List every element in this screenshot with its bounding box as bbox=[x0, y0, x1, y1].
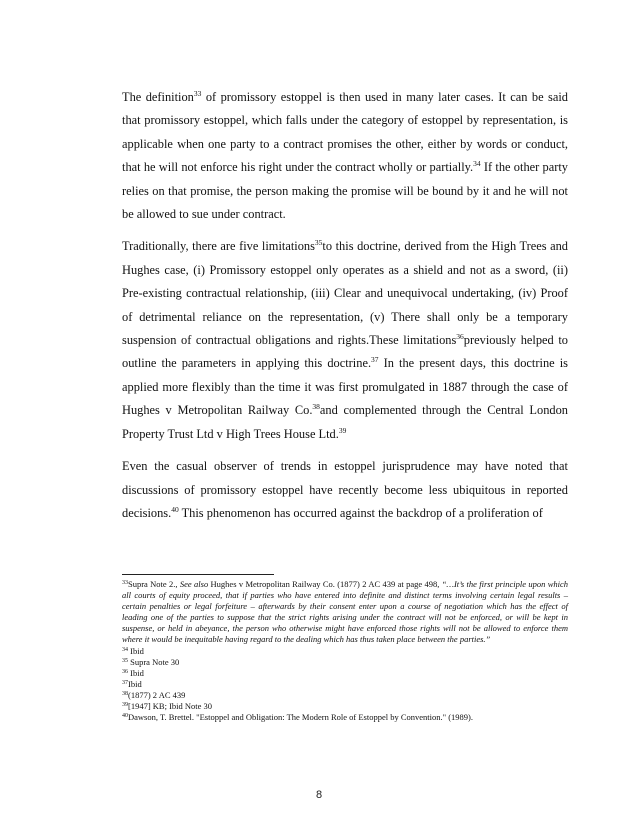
paragraph-3 bbox=[122, 455, 568, 525]
text-run: If the other party relies on that promise, the person making the promise will be bound by it and he will not be allowed to sue under contract. bbox=[122, 160, 568, 222]
footnote-marker: 34 bbox=[122, 646, 128, 653]
text-run: and complemented through the Central London Property Trust Ltd v High Trees House Ltd. bbox=[122, 403, 568, 441]
italic-text: See also bbox=[179, 579, 209, 589]
footnote-40 bbox=[122, 712, 568, 723]
text-run: Ibid bbox=[128, 667, 144, 678]
italic-text: “…It’s the first principle upon which all courts of equity proceed, that if parties who have entered into definite and distinct terms involving certain legal results – certain penalties or legal forfeiture – afterwards by their consent enter upon a course of negotiation which has the effect of leading one of the parties to suppose that the strict rights arising under the contract will not be enforced, or will be kept in suspense, or held in abeyance, the person who otherwise might have enforced those rights will not be allowed to enforce them where it would be inequitable having regard to the dealing which has thus taken place between the parties.” bbox=[122, 579, 568, 645]
footnote-36 bbox=[122, 668, 568, 679]
text-run: Supra Note 30 bbox=[128, 656, 180, 667]
footnote-marker: 39 bbox=[338, 425, 347, 435]
text-run: (1877) 2 AC 439 bbox=[128, 689, 186, 700]
text-run: In the present days, this doctrine is applied more flexibly than the time it was first promulgated in 1887 through the case of Hughes v Metropolitan Railway Co. bbox=[122, 356, 568, 418]
footnote-marker: 35 bbox=[314, 238, 323, 248]
text-run: Dawson, T. Brettel. "Estoppel and Obligation: The Modern Role of Estoppel by Convention." (1989). bbox=[128, 712, 474, 723]
footnote-marker: 37 bbox=[371, 355, 379, 365]
footnote-separator bbox=[122, 574, 274, 575]
text-run: Traditionally, there are five limitations bbox=[122, 239, 315, 254]
footnote-marker: 36 bbox=[122, 668, 128, 675]
footnote-marker: 33 bbox=[193, 89, 202, 98]
footnote-38 bbox=[122, 690, 568, 701]
page-number: 8 bbox=[315, 789, 323, 801]
footnote-35 bbox=[122, 657, 568, 668]
text-run: This phenomenon has occurred against the backdrop of a proliferation of bbox=[178, 505, 543, 520]
footnote-39 bbox=[122, 701, 568, 712]
body-text bbox=[122, 86, 568, 534]
text-run: Even the casual observer of trends in estoppel jurisprudence may have noted that discussions of promissory estoppel have recently become less ubiquitous in reported decisions. bbox=[122, 459, 568, 520]
paragraph-1 bbox=[122, 86, 568, 226]
text-run: Ibid bbox=[128, 678, 142, 689]
footnote-marker: 38 bbox=[312, 402, 320, 412]
footnote-marker: 35 bbox=[122, 657, 128, 664]
footnotes bbox=[122, 579, 568, 723]
text-run: to this doctrine, derived from the High Trees and Hughes case, (i) Promissory estoppel only operates as a shield and not as a sword, (ii) Pre-existing contractual relationship, (iii) Clear and unequivocal undertaking, (iv) Proof of detrimental reliance on the representation, (v) There shall only be a temporary suspension of contractual obligations and rights.These limitations bbox=[122, 239, 568, 348]
footnote-marker: 40 bbox=[171, 504, 179, 514]
text-run: Hughes v Metropolitan Railway Co. (1877) 2 AC 439 at page 498, bbox=[208, 579, 442, 589]
footnote-marker: 40 bbox=[122, 713, 128, 720]
text-run: of promissory estoppel is then used in many later cases. It can be said that promissory estoppel, which falls under the category of estoppel by representation, is applicable when one party to a contract promises the other, either by words or conduct, that he will not enforce his right under the contract wholly or partially. bbox=[122, 90, 568, 175]
footnote-marker: 38 bbox=[122, 690, 128, 697]
footnote-marker: 34 bbox=[473, 159, 481, 169]
text-run: The definition bbox=[122, 90, 194, 104]
footnote-marker: 39 bbox=[122, 702, 128, 709]
footnote-33 bbox=[122, 579, 568, 646]
footnote-marker: 37 bbox=[122, 679, 128, 686]
text-run: Supra Note 2., bbox=[128, 579, 180, 589]
text-run: previously helped to outline the parameters in applying this doctrine. bbox=[122, 333, 568, 371]
paragraph-2 bbox=[122, 235, 568, 446]
footnote-marker: 33 bbox=[122, 580, 128, 586]
footnote-37 bbox=[122, 679, 568, 690]
footnote-34 bbox=[122, 646, 568, 657]
text-run: [1947] KB; Ibid Note 30 bbox=[128, 701, 213, 712]
footnote-marker: 36 bbox=[456, 332, 464, 342]
text-run: Ibid bbox=[128, 645, 144, 656]
